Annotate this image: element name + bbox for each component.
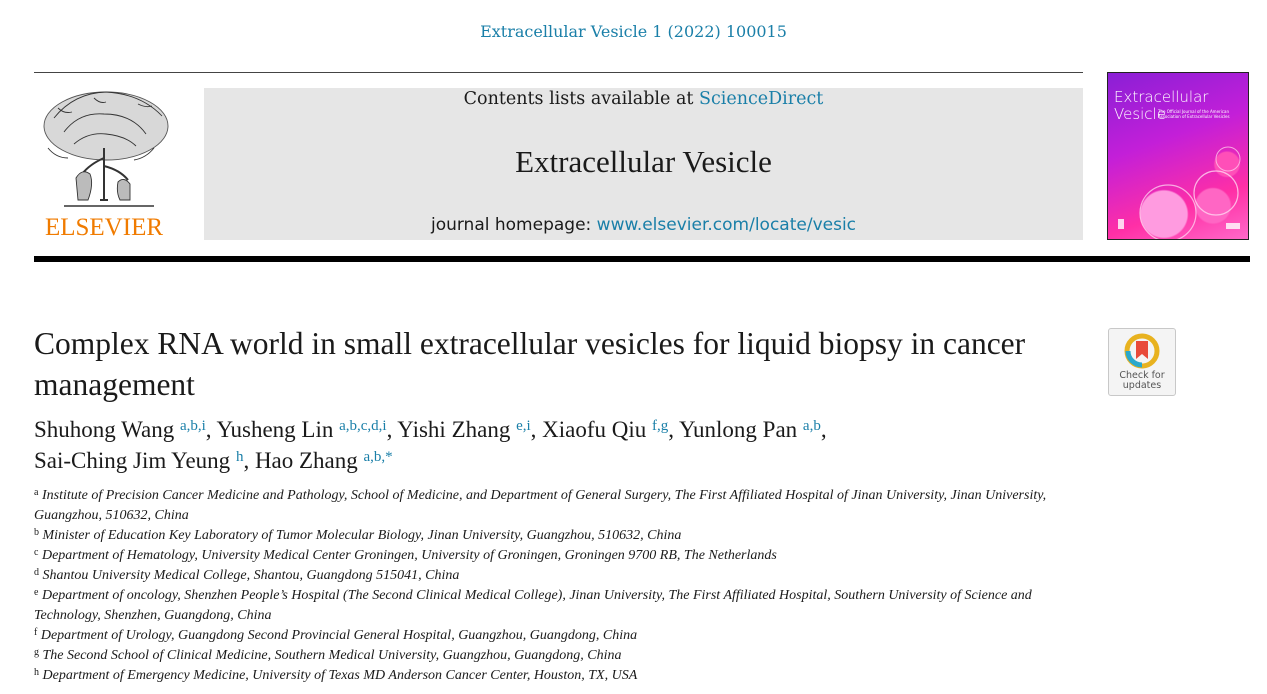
affiliation-item (34, 626, 1094, 646)
cover-subtitle: The Official Journal of the American Association of Extracellular Vesicles (1158, 109, 1230, 119)
author-name[interactable]: Yusheng Lin (216, 417, 334, 442)
affiliation-list (34, 486, 1094, 686)
header-thick-divider (34, 256, 1250, 262)
homepage-prefix: journal homepage: (430, 215, 592, 235)
check-for-updates-label (1109, 371, 1175, 391)
elsevier-wordmark: ELSEVIER (44, 214, 164, 241)
elsevier-logo[interactable] (34, 88, 174, 242)
journal-header-box (204, 88, 1083, 240)
author-separator: , (205, 417, 217, 442)
author-affiliation-marks[interactable]: f,g (652, 418, 669, 434)
author-affiliation-marks[interactable]: a,b,c,d,i (339, 418, 387, 434)
author-name[interactable]: Sai-Ching Jim Yeung (34, 448, 231, 473)
affiliation-key: e (34, 587, 39, 598)
affiliation-key: d (34, 567, 39, 578)
author-name[interactable]: Shuhong Wang (34, 417, 175, 442)
author-separator: , (820, 417, 827, 442)
author-entry (255, 448, 393, 473)
author-affiliation-marks[interactable]: e,i (516, 418, 531, 434)
affiliation-item (34, 646, 1094, 666)
cover-title-line1: Extracellular (1114, 88, 1209, 106)
article-title: Complex RNA world in small extracellular vesicles for liquid biopsy in cancer management (34, 326, 1026, 402)
homepage-link[interactable]: www.elsevier.com/locate/vesic (596, 215, 857, 235)
affiliation-text: Department of Emergency Medicine, University of Texas MD Anderson Cancer Center, Houston, TX, USA (42, 668, 638, 683)
affiliation-text: Institute of Precision Cancer Medicine and Pathology, School of Medicine, and Department of General Surgery, The First Affiliated Hospital of Jinan University, Jinan University, Guangzhou, 510632, China (34, 488, 1047, 523)
affiliation-text: Shantou University Medical College, Shantou, Guangdong 515041, China (42, 568, 460, 583)
journal-homepage-line (204, 215, 1083, 235)
affiliation-key: g (34, 647, 39, 658)
author-entry (34, 448, 255, 473)
author-separator: , (668, 417, 679, 442)
contents-prefix: Contents lists available at (463, 89, 694, 109)
author-entry (542, 417, 679, 442)
check-label-line1: Check for (1119, 370, 1165, 381)
check-label-line2: updates (1122, 380, 1162, 391)
affiliation-item (34, 586, 1094, 626)
affiliation-item (34, 486, 1094, 526)
affiliation-text: The Second School of Clinical Medicine, Southern Medical University, Guangzhou, Guangdong, China (42, 648, 622, 663)
cover-title-line2: Vesicle (1114, 105, 1166, 123)
author-name[interactable]: Yishi Zhang (397, 417, 511, 442)
journal-name: Extracellular Vesicle (515, 144, 772, 179)
author-separator: , (243, 448, 255, 473)
affiliation-key: b (34, 527, 39, 538)
author-list (34, 414, 1134, 476)
sciencedirect-link[interactable]: ScienceDirect (698, 89, 824, 109)
author-name[interactable]: Yunlong Pan (678, 417, 798, 442)
author-affiliation-marks[interactable]: h (235, 449, 244, 465)
affiliation-key: c (34, 547, 39, 558)
author-affiliation-marks[interactable]: a,b,i (179, 418, 206, 434)
check-for-updates-button[interactable] (1108, 328, 1176, 396)
affiliation-item (34, 566, 1094, 586)
author-separator: , (530, 417, 543, 442)
author-entry (216, 417, 397, 442)
tree-emblem-icon (34, 88, 174, 210)
journal-citation-link[interactable]: Extracellular Vesicle 1 (2022) 100015 (480, 22, 787, 41)
affiliation-text: Department of Hematology, University Medical Center Groningen, University of Groningen, Groningen 9700 RB, The Netherlands (41, 548, 777, 563)
journal-cover-image[interactable] (1107, 72, 1249, 240)
author-entry (679, 417, 827, 442)
top-divider (34, 72, 1083, 73)
bookmark-ring-icon (1123, 332, 1161, 370)
author-affiliation-marks[interactable]: a,b (802, 418, 821, 434)
author-entry (34, 417, 216, 442)
affiliation-item (34, 526, 1094, 546)
affiliation-key: h (34, 667, 39, 678)
affiliation-text: Department of Urology, Guangdong Second Provincial General Hospital, Guangzhou, Guangdong, China (40, 628, 638, 643)
affiliation-key: f (34, 627, 38, 638)
affiliation-text: Minister of Education Key Laboratory of Tumor Molecular Biology, Jinan University, Guangzhou, 510632, China (42, 528, 682, 543)
affiliation-item (34, 666, 1094, 686)
author-name[interactable]: Hao Zhang (254, 448, 358, 473)
affiliation-key: a (34, 487, 39, 498)
affiliation-text: Department of oncology, Shenzhen People’s Hospital (The Second Clinical Medical College), Jinan University, The First Affiliated Hospital, Southern University of Science and Technology, Shenzhen, Guangdong, China (34, 588, 1032, 623)
author-name[interactable]: Xiaofu Qiu (542, 417, 647, 442)
author-affiliation-marks[interactable]: a,b,* (363, 449, 393, 465)
contents-availability-line (204, 88, 1083, 110)
cover-vesicles-icon (1108, 73, 1248, 239)
affiliation-item (34, 546, 1094, 566)
author-entry (397, 417, 542, 442)
author-separator: , (386, 417, 398, 442)
